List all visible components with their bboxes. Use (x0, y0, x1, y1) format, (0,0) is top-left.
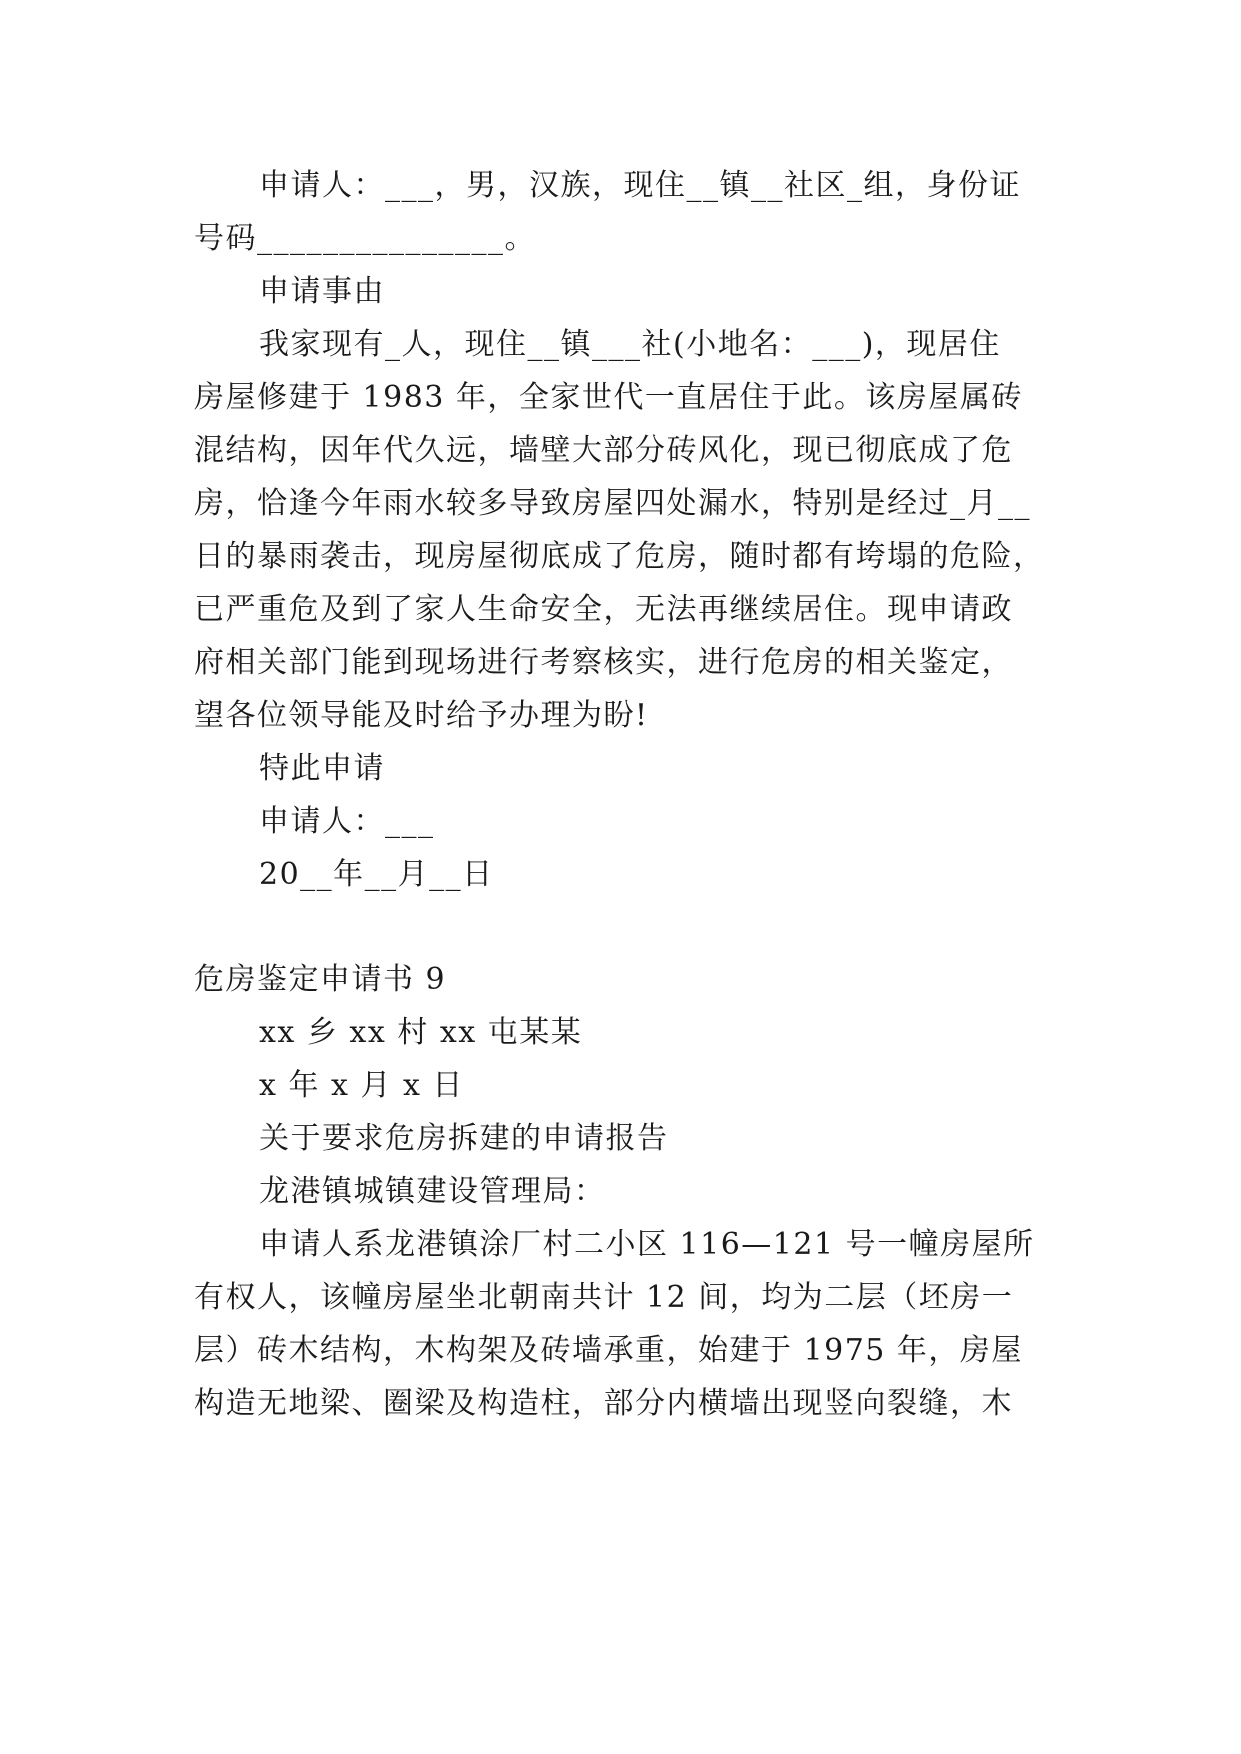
body-line: 申请人系龙港镇涂厂村二小区 116—121 号一幢房屋所 (259, 1227, 1035, 1262)
body-line: 房屋修建于 1983 年，全家世代一直居住于此。该房屋属砖 (194, 380, 1023, 415)
body-line: 望各位领导能及时给予办理为盼! (194, 698, 649, 733)
body-line: 混结构，因年代久远，墙壁大部分砖风化，现已彻底成了危 (194, 433, 1013, 468)
closing-text: 特此申请 (259, 751, 385, 786)
reason-heading: 申请事由 (259, 274, 385, 309)
body-line: 有权人，该幢房屋坐北朝南共计 12 间，均为二层（坯房一 (194, 1280, 1014, 1315)
body-line: 已严重危及到了家人生命安全，无法再继续居住。现申请政 (194, 592, 1013, 627)
body-line: 我家现有_人，现住__镇___社(小地名：___)，现居住 (259, 327, 1001, 362)
signature-line: 申请人：___ (259, 804, 435, 839)
applicant-info-line-1: 申请人：___，男，汉族，现住__镇__社区_组，身份证 (259, 168, 1021, 203)
applicant-info-line-2: 号码_______________。 (194, 221, 536, 256)
body-line: 构造无地梁、圈梁及构造柱，部分内横墙出现竖向裂缝，木 (194, 1386, 1013, 1421)
recipient-line: 龙港镇城镇建设管理局： (259, 1174, 606, 1209)
body-line: 府相关部门能到现场进行考察核实，进行危房的相关鉴定， (194, 645, 1013, 680)
body-line: 房，恰逢今年雨水较多导致房屋四处漏水，特别是经过_月__ (194, 486, 1031, 521)
date-line: x 年 x 月 x 日 (259, 1068, 464, 1103)
section-title: 危房鉴定申请书 9 (194, 962, 447, 997)
date-line: 20__年__月__日 (259, 857, 494, 892)
subject-line: 关于要求危房拆建的申请报告 (259, 1121, 669, 1156)
body-line: 日的暴雨袭击，现房屋彻底成了危房，随时都有垮塌的危险， (194, 539, 1045, 574)
body-line: 层）砖木结构，木构架及砖墙承重，始建于 1975 年，房屋 (194, 1333, 1023, 1368)
sender-line: xx 乡 xx 村 xx 屯某某 (259, 1015, 583, 1050)
